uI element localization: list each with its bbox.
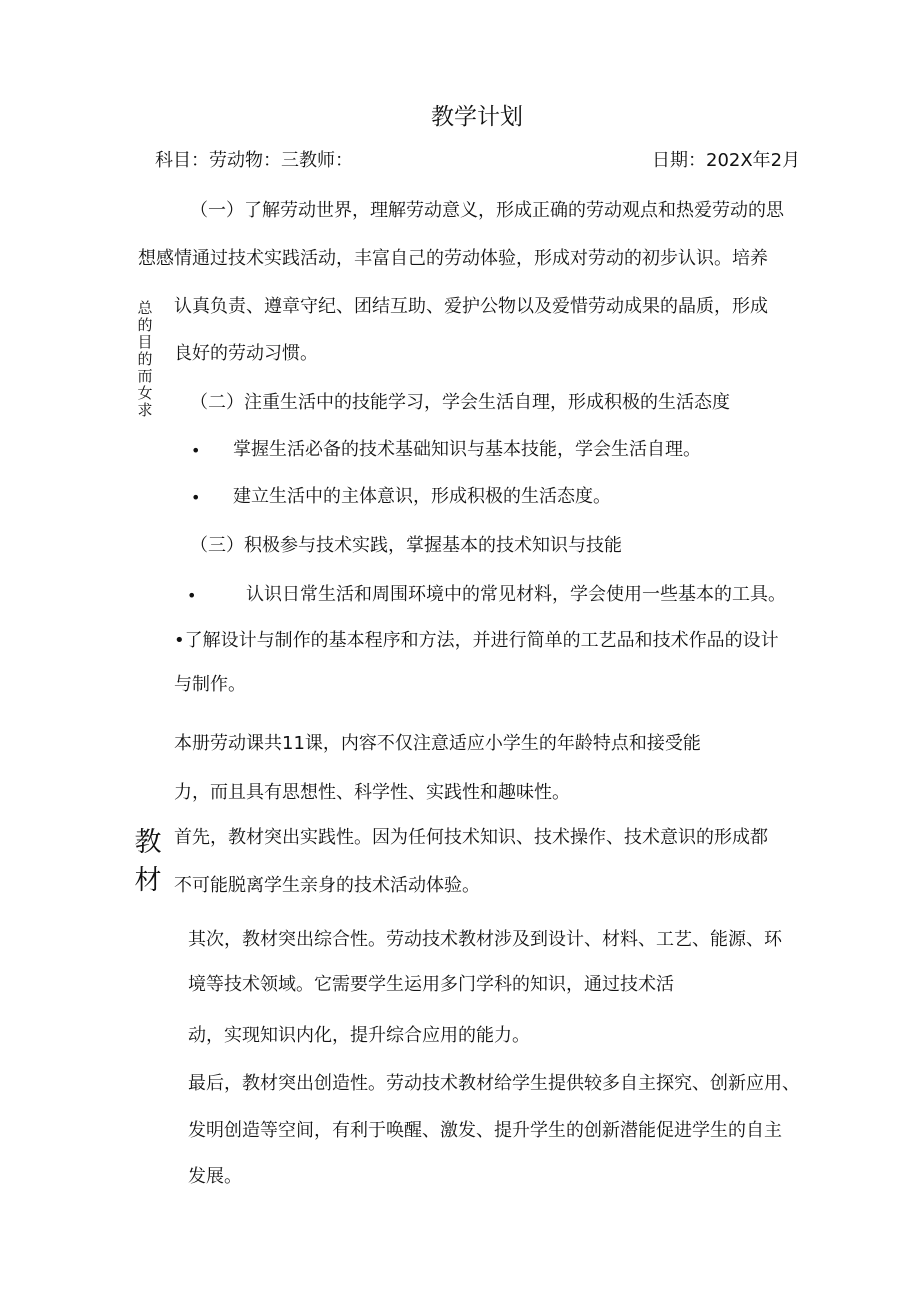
- textbook-intro-line-2: 力，而且具有思想性、科学性、实践性和趣味性。: [174, 782, 570, 803]
- goal-2-bullet-2: 建立生活中的主体意识，形成积极的生活态度。: [233, 486, 611, 507]
- textbook-last-line-2: 发明创造等空间，有利于唤醒、激发、提升学生的创新潜能促进学生的自主: [188, 1120, 782, 1141]
- goal-3-bullet-2-line-1: •了解设计与制作的基本程序和方法，并进行简单的工艺品和技术作品的设计: [174, 630, 779, 651]
- goal-1-line-3: 认真负责、遵章守纪、团结互助、爱护公物以及爱惜劳动成果的晶质，形成: [174, 296, 768, 317]
- goal-1-line-2: 想感情通过技术实践活动，丰富自己的劳动体验，形成对劳动的初步认识。培养: [138, 248, 768, 269]
- goal-2-bullet-1: 掌握生活必备的技术基础知识与基本技能，学会生活自理。: [233, 439, 701, 460]
- textbook-second-line-2: 境等技术领域。它需要学生运用多门学科的知识，通过技术活: [188, 974, 674, 995]
- date-line: 日期：202X年2月: [652, 150, 801, 171]
- bullet-icon: •: [191, 441, 201, 460]
- goal-2-heading: （二）注重生活中的技能学习，学会生活自理，形成积极的生活态度: [190, 392, 730, 413]
- textbook-second-line-1: 其次，教材突出综合性。劳动技术教材涉及到设计、材料、工艺、能源、环: [188, 929, 782, 950]
- bullet-icon: •: [191, 488, 201, 507]
- textbook-intro-line-1: 本册劳动课共11课，内容不仅注意适应小学生的年龄特点和接受能: [174, 733, 701, 754]
- goal-1-line-4: 良好的劳动习惯。: [174, 343, 318, 364]
- textbook-first-line-2: 不可能脱离学生亲身的技术活动体验。: [174, 875, 480, 896]
- bullet-icon: •: [187, 586, 197, 605]
- goal-3-heading: （三）积极参与技术实践，掌握基本的技术知识与技能: [190, 535, 622, 556]
- textbook-first-line-1: 首先，教材突出实践性。因为任何技术知识、技术操作、技术意识的形成都: [174, 827, 768, 848]
- textbook-last-line-1: 最后，教材突出创造性。劳动技术教材给学生提供较多自主探究、创新应用、: [188, 1073, 800, 1094]
- goal-1-line-1: （一）了解劳动世界，理解劳动意义，形成正确的劳动观点和热爱劳动的思: [190, 200, 784, 221]
- goals-section-label: 总的目的而女求: [137, 299, 153, 419]
- goal-3-bullet-2-line-2: 与制作。: [174, 674, 246, 695]
- textbook-section-label: 教材: [134, 827, 162, 896]
- textbook-last-line-3: 发展。: [188, 1166, 242, 1187]
- textbook-second-line-3: 动，实现知识内化，提升综合应用的能力。: [188, 1025, 530, 1046]
- subject-teacher-line: 科目：劳动物：三教师：: [155, 150, 353, 171]
- page-title: 教学计划: [431, 104, 523, 130]
- goal-3-bullet-1: 认识日常生活和周围环境中的常见材料，学会使用一些基本的工具。: [246, 584, 786, 605]
